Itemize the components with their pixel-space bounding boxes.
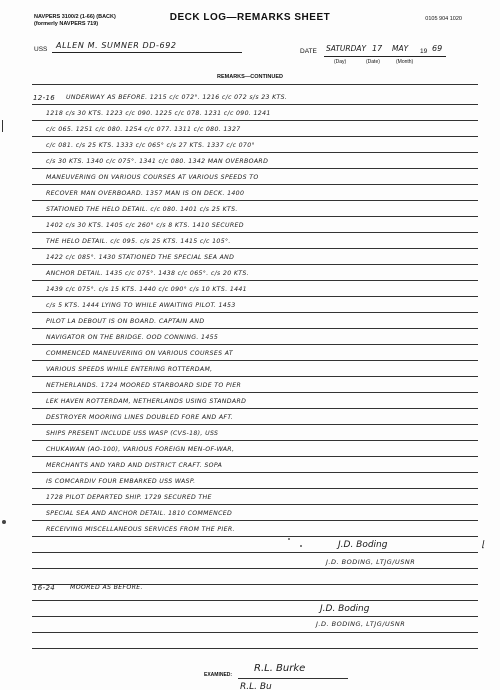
margin-dot <box>2 520 6 524</box>
log-month: MAY <box>392 44 409 53</box>
ruled-line <box>32 408 478 409</box>
ruled-line <box>32 280 478 281</box>
log-line: COMMENCED MANEUVERING ON VARIOUS COURSES AT <box>46 350 233 357</box>
log-line: 1422 c/c 085°. 1430 STATIONED THE SPECIAL SEA AND <box>46 254 235 261</box>
day-caption: (Day) <box>334 59 347 65</box>
log-line: NETHERLANDS. 1724 MOORED STARBOARD SIDE TO PIER <box>46 382 242 389</box>
ruled-line <box>32 136 478 137</box>
ruled-line <box>32 216 478 217</box>
ruled-line <box>32 104 478 105</box>
ruled-line <box>32 504 478 505</box>
log-line: STATIONED THE HELO DETAIL. c/c 080. 1401 c/s 25 KTS. <box>46 206 238 213</box>
remarks-heading: REMARKS—CONTINUED <box>217 74 283 80</box>
ruled-line <box>32 536 478 537</box>
ruled-line <box>32 472 478 473</box>
ruled-line <box>32 360 478 361</box>
log-date: 17 <box>372 44 383 53</box>
uss-line <box>52 52 242 53</box>
ruled-line <box>32 344 478 345</box>
log-line: c/s 30 KTS. 1340 c/c 075°. 1341 c/c 080. 1342 MAN OVERBOARD <box>46 158 269 165</box>
ruled-line <box>32 296 478 297</box>
ink-speck <box>300 545 302 547</box>
margin-mark <box>2 120 9 132</box>
log-line: RECOVER MAN OVERBOARD. 1357 MAN IS ON DECK. 1400 <box>46 190 245 197</box>
ruled-line <box>32 520 478 521</box>
ship-name: ALLEN M. SUMNER DD-692 <box>56 41 177 50</box>
log-line: c/s 5 KTS. 1444 LYING TO WHILE AWAITING PILOT. 1453 <box>46 302 236 309</box>
ruled-line <box>32 328 478 329</box>
log-day: SATURDAY <box>326 44 367 53</box>
ruled-line <box>32 568 478 569</box>
ruled-line <box>32 120 478 121</box>
ruled-line <box>32 648 478 649</box>
log-line: ANCHOR DETAIL. 1435 c/c 075°. 1438 c/c 065°. c/s 20 KTS. <box>46 270 249 277</box>
examiner-signature: R.L. Burke <box>254 663 306 674</box>
month-caption: (Month) <box>396 59 414 65</box>
ruled-line <box>32 264 478 265</box>
margin-scribble: ⌊ <box>482 540 486 550</box>
log-line: DESTROYER MOORING LINES DOUBLED FORE AND AFT. <box>46 414 234 421</box>
log-line: UNDERWAY AS BEFORE. 1215 c/c 072°. 1216 c/c 072 s/s 23 KTS. <box>66 94 288 101</box>
log-line: 1728 PILOT DEPARTED SHIP. 1729 SECURED THE <box>46 494 212 501</box>
ruled-line <box>32 392 478 393</box>
log-line: IS COMCARDIV FOUR EMBARKED USS WASP. <box>46 478 196 485</box>
log-line: c/c 081. c/s 25 KTS. 1333 c/c 065° c/s 27 KTS. 1337 c/c 070° <box>46 142 255 149</box>
ruled-line <box>32 552 478 553</box>
ruled-line <box>32 312 478 313</box>
ruled-line <box>32 200 478 201</box>
log-line: RECEIVING MISCELLANEOUS SERVICES FROM THE PIER. <box>46 526 235 533</box>
watch-label: 12-16 <box>33 94 56 102</box>
form-title: DECK LOG—REMARKS SHEET <box>169 12 331 23</box>
log-line: NAVIGATOR ON THE BRIDGE. OOD CONNING. 1455 <box>46 334 219 341</box>
log-line: LEK HAVEN ROTTERDAM, NETHERLANDS USING STANDARD <box>46 398 247 405</box>
log-line: THE HELO DETAIL. c/c 095. c/s 25 KTS. 1415 c/c 105°. <box>46 238 231 245</box>
log-line: CHUKAWAN (AO-100), VARIOUS FOREIGN MEN-OF-WAR, <box>46 446 235 453</box>
date-line <box>324 56 446 57</box>
signature-block: J.D. BODING, LTJG/USNR <box>316 620 406 628</box>
officer-signature: J.D. Boding <box>338 540 388 550</box>
log-line: SPECIAL SEA AND ANCHOR DETAIL. 1810 COMMENCED <box>46 510 233 517</box>
ruled-line <box>32 616 478 617</box>
date-caption: (Date) <box>366 59 380 65</box>
log-line: SHIPS PRESENT INCLUDE USS WASP (CVS-18), USS <box>46 430 219 437</box>
ruled-line <box>32 456 478 457</box>
year-prefix: 19 <box>420 48 428 55</box>
log-line: 1402 c/s 30 KTS. 1405 c/c 260° c/s 8 KTS. 1410 SECURED <box>46 222 244 229</box>
ruled-line <box>32 424 478 425</box>
date-label: DATE <box>300 48 317 55</box>
ruled-line <box>32 440 478 441</box>
log-line: MERCHANTS AND YARD AND DISTRICT CRAFT. SOPA <box>46 462 223 469</box>
watch-label: 16-24 <box>33 584 56 592</box>
examined-label: EXAMINED: <box>204 672 233 678</box>
log-line: c/c 065. 1251 c/c 080. 1254 c/c 077. 1311 c/c 080. 1327 <box>46 126 241 133</box>
log-line: MANEUVERING ON VARIOUS COURSES AT VARIOUS SPEEDS TO <box>46 174 259 181</box>
log-line: 1218 c/s 30 KTS. 1223 c/c 090. 1225 c/c 078. 1231 c/c 090. 1241 <box>46 110 271 117</box>
ruled-line <box>32 600 478 601</box>
officer-signature: J.D. Boding <box>320 604 370 614</box>
ruled-line <box>32 376 478 377</box>
examined-line <box>238 678 348 679</box>
ink-speck <box>288 538 290 540</box>
ruled-line <box>32 488 478 489</box>
cut-off-signature: R.L. Bu <box>240 682 272 692</box>
ruled-line <box>32 168 478 169</box>
signature-block: J.D. BODING, LTJG/USNR <box>326 558 416 566</box>
ruled-line <box>32 152 478 153</box>
ruled-line <box>32 184 478 185</box>
log-line: PILOT LA DEBOUT IS ON BOARD. CAPTAIN AND <box>46 318 205 325</box>
log-line: 1439 c/c 075°. c/s 15 KTS. 1440 c/c 090° c/s 10 KTS. 1441 <box>46 286 247 293</box>
ruled-line <box>32 248 478 249</box>
log-year: 69 <box>432 44 443 53</box>
ruled-line <box>32 632 478 633</box>
ruled-line <box>32 84 478 85</box>
log-line: MOORED AS BEFORE. <box>70 584 143 591</box>
uss-label: USS <box>34 46 48 53</box>
stock-number: 0105 904 1020 <box>425 16 462 22</box>
form-number: NAVPERS 3100/2 (1-66) (BACK) (formerly NAVPERS 719) <box>34 14 116 27</box>
ruled-line <box>32 232 478 233</box>
log-line: VARIOUS SPEEDS WHILE ENTERING ROTTERDAM, <box>46 366 213 373</box>
